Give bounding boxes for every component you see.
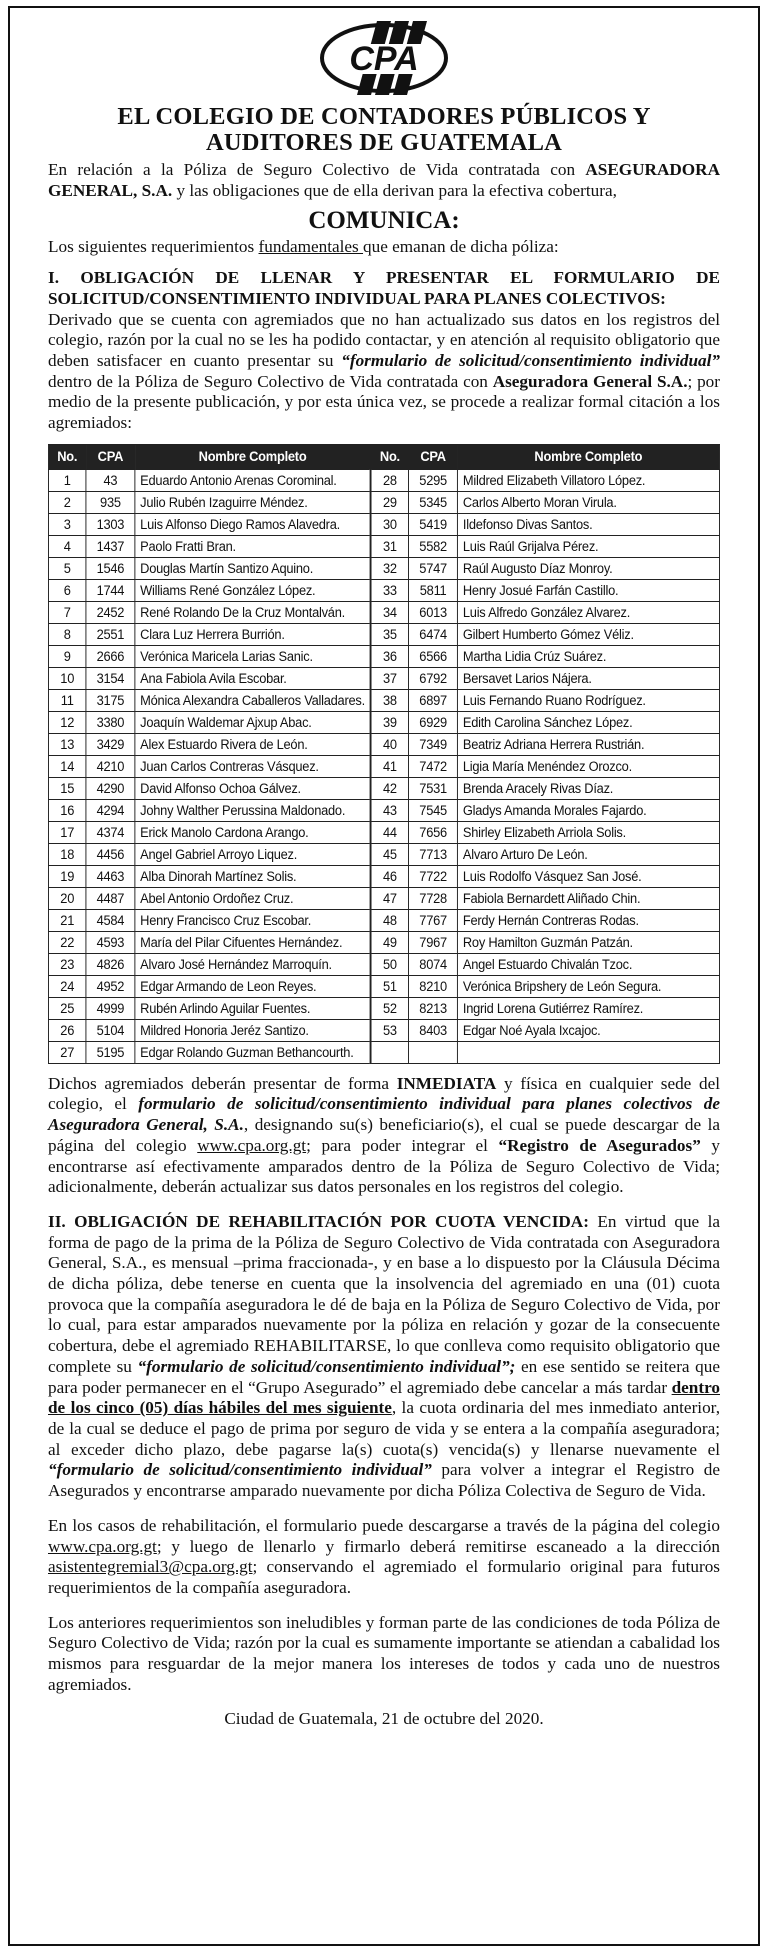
- member-no: 37: [371, 667, 409, 689]
- publication-page: [8, 6, 760, 1946]
- table-header-row: [48, 444, 719, 469]
- member-no: 48: [371, 909, 409, 931]
- member-cpa: 7967: [409, 931, 458, 953]
- member-no: 15: [48, 777, 85, 799]
- member-no: 9: [48, 645, 85, 667]
- member-cpa: 8210: [409, 975, 458, 997]
- member-cpa: 6792: [409, 667, 458, 689]
- page-title: EL COLEGIO DE CONTADORES PÚBLICOS Y AUDITORES DE GUATEMALA: [117, 103, 651, 156]
- section-2-paragraph: II. OBLIGACIÓN DE REHABILITACIÓN POR CUOTA VENCIDA: En virtud que la forma de pago de la prima de la Póliza de Seguro Colectivo de Vida contratada con Aseguradora General, S.A., es mensual –prima fraccionada-, y en base a lo dispuesto por la Cláusula Décima de dicha póliza, debe tenerse en cuenta que la insolvencia del agremiado en una (01) cuota provoca que la compañía aseguradora le dé de baja en la Póliza de Seguro Colectivo de Vida, por lo cual, para estar amparados nuevamente por la póliza en relación y gozar de la consecuente cobertura, debe el agremiado REHABILITARSE, lo que conlleva como requisito obligatorio que complete su “formulario de solicitud/consentimiento individual”; en ese sentido se reitera que para poder permanecer en el “Grupo Asegurado” el agremiado debe cancelar a más tardar dentro de los cinco (05) días hábiles del mes siguiente, la cuota ordinaria del mes inmediato anterior, de la cual se deduce el pago de prima por seguro de vida y se entera a la compañía aseguradora; al exceder dicho plazo, debe pagarse la(s) cuota(s) vencida(s) y llenarse nuevamente el “formulario de solicitud/consentimiento individual” para volver a integrar el Registro de Asegurados y encontrarse amparado nuevamente por dicha Póliza Colectiva de Seguro de Vida.: [48, 1211, 720, 1501]
- member-no: 16: [48, 799, 85, 821]
- table-row: [48, 931, 719, 953]
- member-name: Douglas Martín Santizo Aquino.: [135, 557, 371, 579]
- member-cpa: 8403: [409, 1019, 458, 1041]
- member-no: 33: [371, 579, 409, 601]
- member-cpa: 6897: [409, 689, 458, 711]
- member-no: 31: [371, 535, 409, 557]
- member-name: René Rolando De la Cruz Montalván.: [135, 601, 371, 623]
- member-name: Luis Fernando Ruano Rodríguez.: [458, 689, 719, 711]
- member-cpa: 6566: [409, 645, 458, 667]
- table-row: [48, 601, 719, 623]
- table-row: [48, 623, 719, 645]
- member-name: Angel Estuardo Chivalán Tzoc.: [458, 953, 719, 975]
- member-cpa: 4826: [86, 953, 135, 975]
- member-cpa: 7713: [409, 843, 458, 865]
- member-cpa: 4290: [86, 777, 135, 799]
- member-no: 51: [371, 975, 409, 997]
- table-row: [48, 997, 719, 1019]
- section-1-heading: I. OBLIGACIÓN DE LLENAR Y PRESENTAR EL FORMULARIO DE SOLICITUD/CONSENTIMIENTO INDIVIDUAL PARA PLANES COLECTIVOS:: [48, 268, 720, 308]
- member-cpa: 4374: [86, 821, 135, 843]
- member-name: [458, 1041, 719, 1063]
- member-cpa: 5295: [409, 469, 458, 491]
- col-header-no: No.: [371, 444, 409, 469]
- member-no: 49: [371, 931, 409, 953]
- member-cpa: 7349: [409, 733, 458, 755]
- member-no: 10: [48, 667, 85, 689]
- col-header-no: No.: [48, 444, 85, 469]
- member-cpa: 4593: [86, 931, 135, 953]
- member-no: 6: [48, 579, 85, 601]
- member-name: Ildefonso Divas Santos.: [458, 513, 719, 535]
- member-name: Edgar Rolando Guzman Bethancourth.: [135, 1041, 371, 1063]
- member-name: Angel Gabriel Arroyo Liquez.: [135, 843, 371, 865]
- member-cpa: 2452: [86, 601, 135, 623]
- member-name: Johny Walther Perussina Maldonado.: [135, 799, 371, 821]
- member-cpa: 8213: [409, 997, 458, 1019]
- member-no: 1: [48, 469, 85, 491]
- table-row: [48, 733, 719, 755]
- member-cpa: 935: [86, 491, 135, 513]
- table-row: [48, 689, 719, 711]
- member-no: 17: [48, 821, 85, 843]
- member-cpa: 5104: [86, 1019, 135, 1041]
- member-name: Henry Francisco Cruz Escobar.: [135, 909, 371, 931]
- section-1-followup: Dichos agremiados deberán presentar de forma INMEDIATA y física en cualquier sede del colegio, el formulario de solicitud/consentimiento individual para planes colectivos de Aseguradora General, S.A., designando su(s) beneficiario(s), el cual se puede descargar de la página del colegio www.cpa.org.gt; para poder integrar el “Registro de Asegurados” y encontrarse así efectivamente amparados dentro de la Póliza de Seguro Colectivo de Vida; adicionalmente, deberán actualizar sus datos personales en los registros del colegio.: [48, 1073, 720, 1197]
- member-name: Clara Luz Herrera Burrión.: [135, 623, 371, 645]
- member-cpa: 1744: [86, 579, 135, 601]
- member-name: Brenda Aracely Rivas Díaz.: [458, 777, 719, 799]
- member-cpa: 3175: [86, 689, 135, 711]
- member-name: Edgar Armando de Leon Reyes.: [135, 975, 371, 997]
- table-row: [48, 865, 719, 887]
- member-name: Shirley Elizabeth Arriola Solis.: [458, 821, 719, 843]
- member-no: 52: [371, 997, 409, 1019]
- member-cpa: 43: [86, 469, 135, 491]
- member-cpa: 5195: [86, 1041, 135, 1063]
- member-cpa: 5811: [409, 579, 458, 601]
- member-no: 35: [371, 623, 409, 645]
- section-1-paragraph: Derivado que se cuenta con agremiados que no han actualizado sus datos en los registros del colegio, razón por la cual no se les ha podido contactar, y en atención al requisito obligatorio que deben satisfacer en cuanto presentar su “formulario de solicitud/consentimiento individual” dentro de la Póliza de Seguro Colectivo de Vida contratada con Aseguradora General S.A.; por medio de la presente publicación, y por esta única vez, se procede a realizar formal citación a los agremiados:: [48, 309, 721, 433]
- member-cpa: 4999: [86, 997, 135, 1019]
- member-cpa: 3429: [86, 733, 135, 755]
- member-cpa: 2551: [86, 623, 135, 645]
- member-cpa: 7767: [409, 909, 458, 931]
- member-cpa: 4463: [86, 865, 135, 887]
- member-no: 40: [371, 733, 409, 755]
- table-row: [48, 909, 719, 931]
- cpa-logo: [319, 18, 449, 98]
- member-name: Alba Dinorah Martínez Solis.: [135, 865, 371, 887]
- table-row: [48, 887, 719, 909]
- member-no: 44: [371, 821, 409, 843]
- member-no: 41: [371, 755, 409, 777]
- member-name: Raúl Augusto Díaz Monroy.: [458, 557, 719, 579]
- member-name: Luis Alfonso Diego Ramos Alavedra.: [135, 513, 371, 535]
- member-no: 26: [48, 1019, 85, 1041]
- table-row: [48, 469, 719, 491]
- table-row: [48, 711, 719, 733]
- member-name: Martha Lidia Crúz Suárez.: [458, 645, 719, 667]
- member-cpa: 6013: [409, 601, 458, 623]
- col-header-cpa: CPA: [409, 444, 458, 469]
- member-no: 50: [371, 953, 409, 975]
- member-no: 25: [48, 997, 85, 1019]
- member-name: Ferdy Hernán Contreras Rodas.: [458, 909, 719, 931]
- section-2-heading: II. OBLIGACIÓN DE REHABILITACIÓN POR CUOTA VENCIDA:: [48, 1211, 589, 1231]
- member-cpa: 3154: [86, 667, 135, 689]
- member-no: 4: [48, 535, 85, 557]
- member-cpa: 4294: [86, 799, 135, 821]
- member-name: Edith Carolina Sánchez López.: [458, 711, 719, 733]
- col-header-name: Nombre Completo: [458, 444, 719, 469]
- table-row: [48, 1019, 719, 1041]
- member-cpa: 4584: [86, 909, 135, 931]
- member-no: 28: [371, 469, 409, 491]
- table-row: [48, 557, 719, 579]
- member-name: Juan Carlos Contreras Vásquez.: [135, 755, 371, 777]
- member-no: 19: [48, 865, 85, 887]
- section-3-paragraph: En los casos de rehabilitación, el formulario puede descargarse a través de la página del colegio www.cpa.org.gt; y luego de llenarlo y firmarlo deberá remitirse escaneado a la dirección asistentegremial3@cpa.org.gt; conservando el agremiado el formulario original para futuros requerimientos de la compañía aseguradora.: [48, 1515, 720, 1597]
- section-4-paragraph: Los anteriores requerimientos son ineludibles y forman parte de las condiciones de toda Póliza de Seguro Colectivo de Vida; razón por la cual es sumamente importante se atiendan a cabalidad los mismos para resguardar de la mejor manera los intereses de todos y cada uno de nuestros agremiados.: [48, 1612, 720, 1694]
- member-name: Alvaro Arturo De León.: [458, 843, 719, 865]
- member-no: 22: [48, 931, 85, 953]
- member-name: Alex Estuardo Rivera de León.: [135, 733, 371, 755]
- member-name: Luis Raúl Grijalva Pérez.: [458, 535, 719, 557]
- table-row: [48, 755, 719, 777]
- member-no: 2: [48, 491, 85, 513]
- member-name: Paolo Fratti Bran.: [135, 535, 371, 557]
- member-no: 3: [48, 513, 85, 535]
- member-name: Fabiola Bernardett Aliñado Chin.: [458, 887, 719, 909]
- member-cpa: 3380: [86, 711, 135, 733]
- member-cpa: 2666: [86, 645, 135, 667]
- member-cpa: 7722: [409, 865, 458, 887]
- intro-paragraph: En relación a la Póliza de Seguro Colectivo de Vida contratada con ASEGURADORA GENERAL, S.A. y las obligaciones que de ella derivan para la efectiva cobertura,: [48, 160, 720, 200]
- table-row: [48, 1041, 719, 1063]
- requirements-intro: Los siguientes requerimientos fundamentales que emanan de dicha póliza:: [48, 237, 559, 257]
- member-no: 14: [48, 755, 85, 777]
- member-name: Verónica Maricela Larias Sanic.: [135, 645, 371, 667]
- member-no: 53: [371, 1019, 409, 1041]
- table-row: [48, 843, 719, 865]
- member-no: 21: [48, 909, 85, 931]
- member-cpa: 6474: [409, 623, 458, 645]
- member-cpa: 5419: [409, 513, 458, 535]
- table-row: [48, 535, 719, 557]
- member-name: Rubén Arlindo Aguilar Fuentes.: [135, 997, 371, 1019]
- member-name: Luis Rodolfo Vásquez San José.: [458, 865, 719, 887]
- member-cpa: [409, 1041, 458, 1063]
- member-name: Bersavet Larios Nájera.: [458, 667, 719, 689]
- member-cpa: 1437: [86, 535, 135, 557]
- member-no: 23: [48, 953, 85, 975]
- member-cpa: 4210: [86, 755, 135, 777]
- table-row: [48, 799, 719, 821]
- member-name: Edgar Noé Ayala Ixcajoc.: [458, 1019, 719, 1041]
- member-no: 24: [48, 975, 85, 997]
- member-name: Williams René González López.: [135, 579, 371, 601]
- member-name: Henry Josué Farfán Castillo.: [458, 579, 719, 601]
- member-name: Ligia María Menéndez Orozco.: [458, 755, 719, 777]
- comunica-heading: COMUNICA:: [308, 207, 460, 235]
- cpa-website-link[interactable]: www.cpa.org.gt: [197, 1135, 307, 1155]
- table-row: [48, 667, 719, 689]
- member-no: 11: [48, 689, 85, 711]
- member-no: 45: [371, 843, 409, 865]
- member-name: Ana Fabiola Avila Escobar.: [135, 667, 371, 689]
- table-row: [48, 975, 719, 997]
- table-row: [48, 953, 719, 975]
- member-cpa: 4456: [86, 843, 135, 865]
- member-cpa: 5747: [409, 557, 458, 579]
- member-no: 30: [371, 513, 409, 535]
- member-cpa: 5345: [409, 491, 458, 513]
- member-no: 46: [371, 865, 409, 887]
- member-no: 7: [48, 601, 85, 623]
- table-row: [48, 491, 719, 513]
- date-footer: Ciudad de Guatemala, 21 de octubre del 2020.: [224, 1709, 544, 1729]
- email-link[interactable]: asistentegremial3@cpa.org.gt: [48, 1557, 253, 1577]
- member-no: 36: [371, 645, 409, 667]
- member-cpa: 7728: [409, 887, 458, 909]
- member-cpa: 1546: [86, 557, 135, 579]
- member-name: Roy Hamilton Guzmán Patzán.: [458, 931, 719, 953]
- member-name: María del Pilar Cifuentes Hernández.: [135, 931, 371, 953]
- member-name: Mildred Elizabeth Villatoro López.: [458, 469, 719, 491]
- member-no: 18: [48, 843, 85, 865]
- member-cpa: 8074: [409, 953, 458, 975]
- member-no: 32: [371, 557, 409, 579]
- member-cpa: 4487: [86, 887, 135, 909]
- member-no: 13: [48, 733, 85, 755]
- member-cpa: 6929: [409, 711, 458, 733]
- member-name: Ingrid Lorena Gutiérrez Ramírez.: [458, 997, 719, 1019]
- table-row: [48, 513, 719, 535]
- member-no: 5: [48, 557, 85, 579]
- member-name: Abel Antonio Ordoñez Cruz.: [135, 887, 371, 909]
- member-no: 12: [48, 711, 85, 733]
- member-no: 43: [371, 799, 409, 821]
- member-name: Erick Manolo Cardona Arango.: [135, 821, 371, 843]
- member-no: [371, 1041, 409, 1063]
- member-name: Joaquín Waldemar Ajxup Abac.: [135, 711, 371, 733]
- member-no: 34: [371, 601, 409, 623]
- member-name: Carlos Alberto Moran Virula.: [458, 491, 719, 513]
- table-row: [48, 777, 719, 799]
- member-cpa: 7472: [409, 755, 458, 777]
- member-cpa: 7545: [409, 799, 458, 821]
- member-name: Gladys Amanda Morales Fajardo.: [458, 799, 719, 821]
- member-cpa: 7531: [409, 777, 458, 799]
- member-name: David Alfonso Ochoa Gálvez.: [135, 777, 371, 799]
- member-name: Verónica Bripshery de León Segura.: [458, 975, 719, 997]
- member-no: 27: [48, 1041, 85, 1063]
- member-name: Beatriz Adriana Herrera Rustrián.: [458, 733, 719, 755]
- members-table: [48, 444, 720, 1064]
- member-no: 38: [371, 689, 409, 711]
- member-name: Alvaro José Hernández Marroquín.: [135, 953, 371, 975]
- cpa-website-link[interactable]: www.cpa.org.gt: [48, 1536, 157, 1556]
- table-row: [48, 645, 719, 667]
- member-no: 39: [371, 711, 409, 733]
- col-header-name: Nombre Completo: [135, 444, 371, 469]
- member-no: 8: [48, 623, 85, 645]
- col-header-cpa: CPA: [86, 444, 135, 469]
- table-row: [48, 579, 719, 601]
- member-cpa: 5582: [409, 535, 458, 557]
- member-name: Mildred Honoria Jeréz Santizo.: [135, 1019, 371, 1041]
- member-no: 20: [48, 887, 85, 909]
- member-no: 42: [371, 777, 409, 799]
- member-cpa: 7656: [409, 821, 458, 843]
- member-cpa: 4952: [86, 975, 135, 997]
- member-name: Luis Alfredo González Alvarez.: [458, 601, 719, 623]
- member-cpa: 1303: [86, 513, 135, 535]
- member-name: Gilbert Humberto Gómez Véliz.: [458, 623, 719, 645]
- table-row: [48, 821, 719, 843]
- member-name: Mónica Alexandra Caballeros Valladares.: [135, 689, 371, 711]
- member-no: 47: [371, 887, 409, 909]
- member-name: Julio Rubén Izaguirre Méndez.: [135, 491, 371, 513]
- member-name: Eduardo Antonio Arenas Corominal.: [135, 469, 371, 491]
- member-no: 29: [371, 491, 409, 513]
- svg-text:CPA: CPA: [349, 40, 419, 78]
